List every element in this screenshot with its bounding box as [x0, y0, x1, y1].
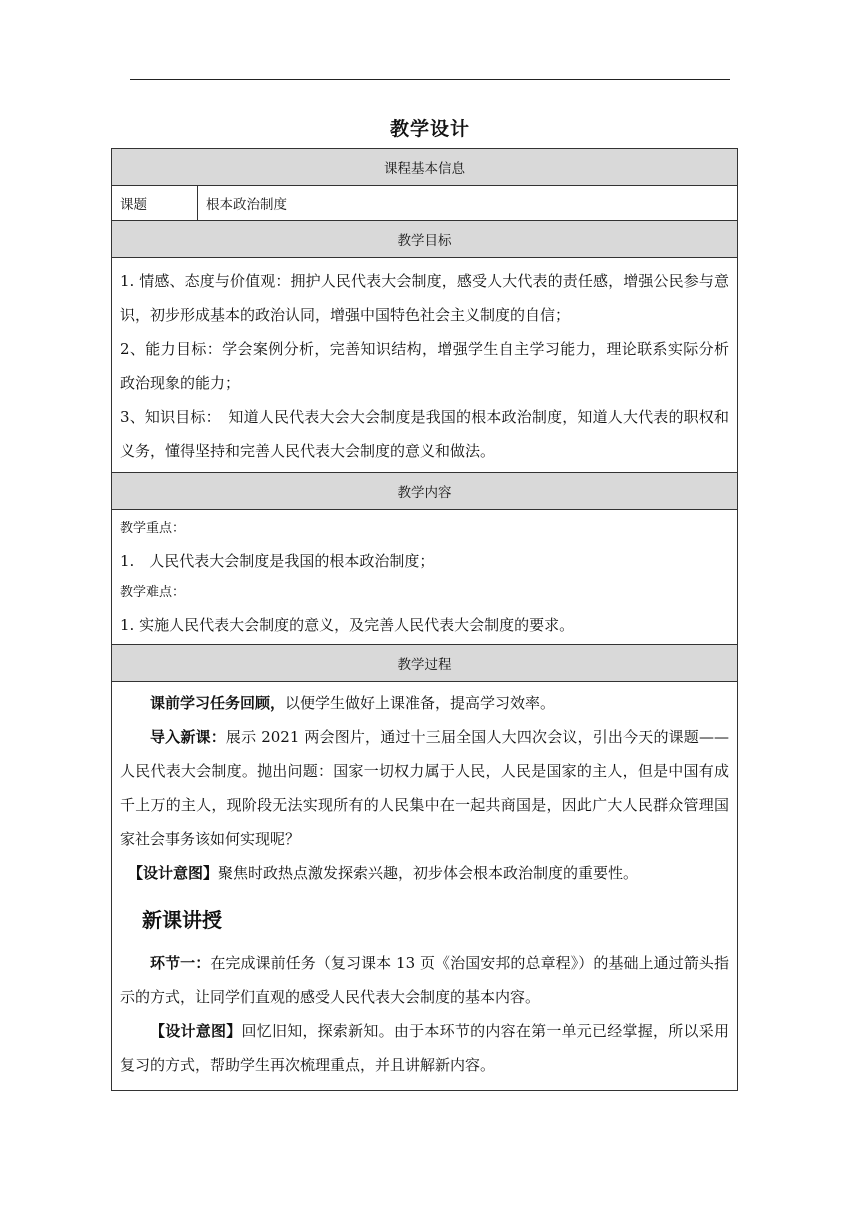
intent-text: 聚焦时政热点激发探索兴趣，初步体会根本政治制度的重要性。 [218, 864, 639, 882]
step-1-text: 在完成课前任务（复习课本 13 页《治国安邦的总章程》）的基础上通过箭头指示的方式，让同学们直观的感受人民代表大会制度的基本内容。 [120, 954, 729, 1006]
step-1-heading: 环节一： [150, 954, 211, 972]
intro-heading: 导入新课： [150, 728, 226, 746]
key-point-item: 1. 人民代表大会制度是我国的根本政治制度； [120, 552, 435, 570]
section-header-goals: 教学目标 [112, 221, 738, 258]
difficulty-item: 1. 实施人民代表大会制度的意义，及完善人民代表大会制度的要求。 [120, 616, 575, 634]
process-paragraph-step-1 [120, 946, 729, 1014]
goal-item: 2、能力目标：学会案例分析，完善知识结构，增强学生自主学习能力，理论联系实际分析政治现象的能力； [120, 340, 729, 392]
review-heading: 课前学习任务回顾， [150, 694, 286, 712]
document-title: 教学设计 [389, 118, 470, 140]
goal-item: 3、知识目标： 知道人民代表大会大会制度是我国的根本政治制度，知道人大代表的职权和义务，懂得坚持和完善人民代表大会制度的意义和做法。 [120, 408, 729, 460]
content-cell [112, 510, 738, 645]
review-text: 以便学生做好上课准备，提高学习效率。 [285, 694, 556, 712]
section-header-content: 教学内容 [112, 473, 738, 510]
intent-text-2: 回忆旧知，探索新知。由于本环节的内容在第一单元已经掌握，所以采用复习的方式，帮助学生再次梳理重点，并且讲解新内容。 [120, 1022, 729, 1074]
process-paragraph-intent-1 [120, 856, 729, 890]
intent-heading: 【设计意图】 [128, 864, 219, 882]
process-cell [112, 682, 738, 1091]
goals-cell [112, 258, 738, 473]
new-lesson-title: 新课讲授 [142, 908, 222, 932]
process-paragraph-intro [120, 720, 729, 856]
process-paragraph-intent-2 [120, 1014, 729, 1082]
goal-item: 1. 情感、态度与价值观：拥护人民代表大会制度，感受人大代表的责任感，增强公民参与意识，初步形成基本的政治认同，增强中国特色社会主义制度的自信； [120, 272, 729, 324]
key-points-label: 教学重点： [120, 521, 186, 536]
section-header-basic-info: 课程基本信息 [112, 149, 738, 186]
intro-text: 展示 2021 两会图片，通过十三届全国人大四次会议，引出今天的课题——人民代表大会制度。抛出问题：国家一切权力属于人民，人民是国家的主人，但是中国有成千上万的主人，现阶段无法实现所有的人民集中在一起共商国是，因此广大人民群众管理国家社会事务该如何实现呢？ [120, 728, 729, 848]
process-paragraph-review [120, 686, 729, 720]
header-rule [130, 79, 730, 80]
topic-value: 根本政治制度 [198, 186, 738, 221]
section-header-process: 教学过程 [112, 645, 738, 682]
topic-label: 课题 [112, 186, 198, 221]
intent-heading-2: 【设计意图】 [150, 1022, 242, 1040]
difficulty-label: 教学难点： [120, 585, 186, 600]
lesson-design-table [111, 148, 738, 1091]
